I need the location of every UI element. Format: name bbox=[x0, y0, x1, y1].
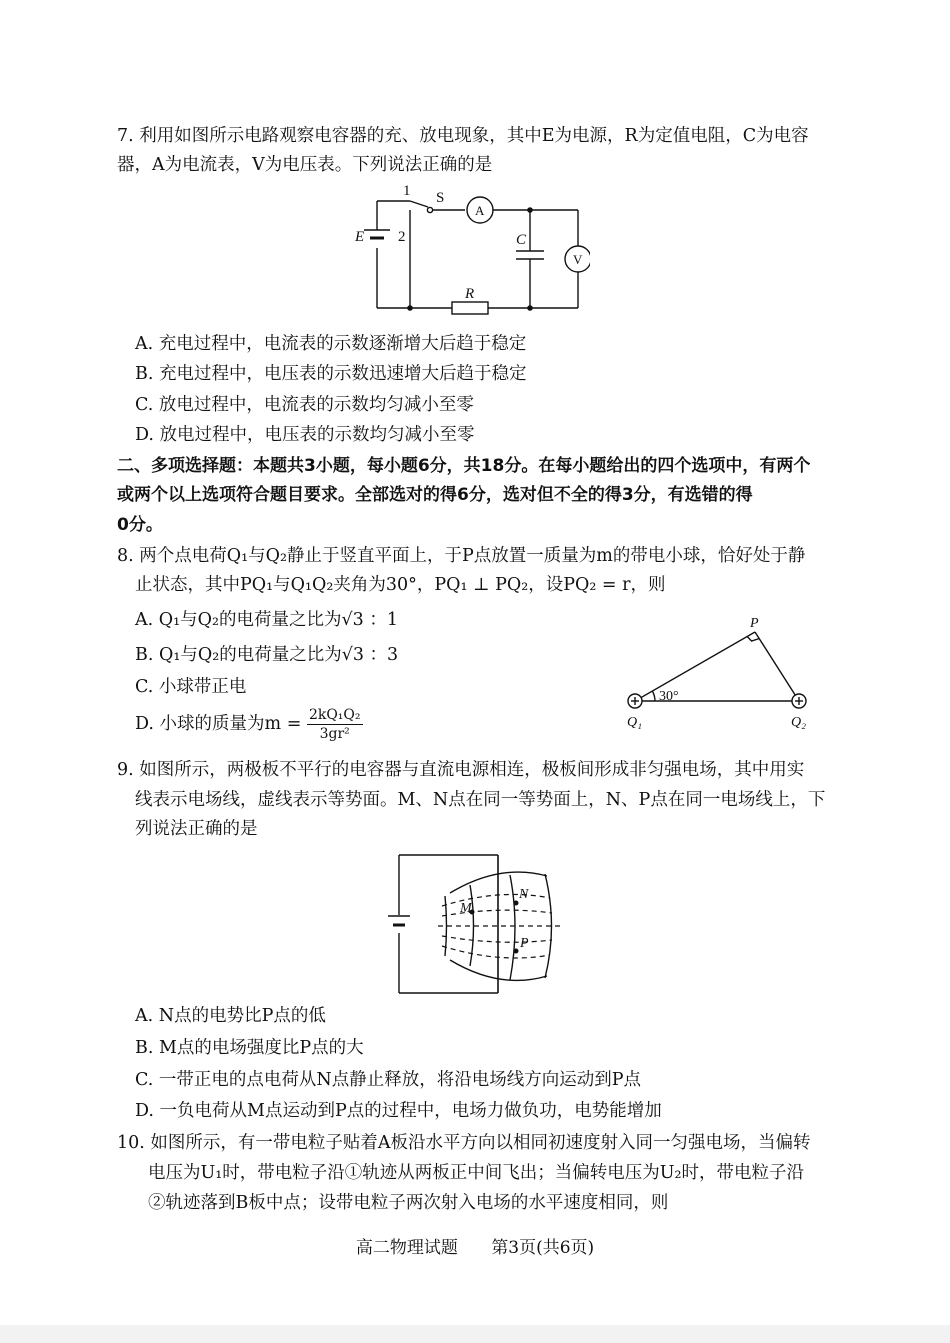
fig7-label-s: S bbox=[436, 190, 445, 206]
q9-stem-line1: 9. 如图所示，两极板不平行的电容器与直流电源相连，极板间形成非匀强电场，其中用实 bbox=[117, 760, 805, 780]
section2-heading-line1: 二、多项选择题：本题共3小题，每小题6分，共18分。在每小题给出的四个选项中，有两个 bbox=[117, 456, 811, 476]
q8-option-c: C. 小球带正电 bbox=[135, 677, 247, 697]
fig8-label-p: P bbox=[750, 616, 759, 631]
q7-option-b: B. 充电过程中，电压表的示数迅速增大后趋于稳定 bbox=[135, 364, 527, 384]
fig7-label-r: R bbox=[465, 286, 475, 302]
footer-subject: 高二物理试题 bbox=[355, 1238, 458, 1258]
fig8-angle-label: 30° bbox=[659, 689, 679, 704]
page-footer bbox=[0, 1233, 950, 1258]
q8-stem-line2: 止状态，其中PQ₁与Q₁Q₂夹角为30°，PQ₁ ⊥ PQ₂，设PQ₂ = r，则 bbox=[135, 575, 666, 595]
fig7-label-e: E bbox=[355, 229, 365, 245]
fig9-label-p: P bbox=[520, 936, 529, 951]
fig7-label-1: 1 bbox=[403, 183, 411, 199]
q10-stem-line1: 10. 如图所示，有一带电粒子贴着A板沿水平方向以相同初速度射入同一匀强电场，当偏转 bbox=[117, 1133, 811, 1153]
fig9-label-n: N bbox=[519, 887, 529, 902]
fig7-label-c: C bbox=[516, 232, 527, 248]
q8-option-d-fraction bbox=[307, 706, 363, 743]
q8-option-d-numerator: 2kQ₁Q₂ bbox=[308, 707, 361, 723]
q7-option-d: D. 放电过程中，电压表的示数均匀减小至零 bbox=[135, 425, 475, 445]
q9-option-c: C. 一带正电的点电荷从N点静止释放，将沿电场线方向运动到P点 bbox=[135, 1070, 641, 1090]
q8-option-d-prefix: D. 小球的质量为m = bbox=[135, 714, 302, 734]
q9-stem-line2: 线表示电场线，虚线表示等势面。M、N点在同一等势面上，N、P点在同一电场线上，下 bbox=[135, 790, 826, 810]
q8-option-b: B. Q₁与Q₂的电荷量之比为√3 ：3 bbox=[135, 645, 399, 665]
q9-option-a: A. N点的电势比P点的低 bbox=[135, 1006, 326, 1026]
q7-stem-line2: 器，A为电流表，V为电压表。下列说法正确的是 bbox=[117, 155, 493, 175]
q8-option-d bbox=[135, 702, 363, 746]
q7-circuit-diagram bbox=[340, 178, 590, 318]
q8-stem-line1: 8. 两个点电荷Q₁与Q₂静止于竖直平面上，于P点放置一质量为m的带电小球，恰好处于静 bbox=[117, 546, 806, 566]
q7-option-c: C. 放电过程中，电流表的示数均匀减小至零 bbox=[135, 395, 474, 415]
bottom-strip bbox=[0, 1325, 950, 1343]
q8-triangle-diagram bbox=[615, 612, 830, 737]
q9-capacitor-field-diagram bbox=[380, 848, 570, 998]
q9-stem-line3: 列说法正确的是 bbox=[135, 819, 258, 839]
section2-heading-line3: 0分。 bbox=[117, 515, 163, 535]
footer-page-number: 第3页(共6页) bbox=[491, 1238, 595, 1258]
q8-option-d-denominator: 3gr² bbox=[319, 726, 350, 742]
fig7-voltmeter-label: V bbox=[573, 252, 583, 267]
q9-option-d: D. 一负电荷从M点运动到P点的过程中，电场力做负功，电势能增加 bbox=[135, 1101, 662, 1121]
q10-stem-line3: ②轨迹落到B板中点；设带电粒子两次射入电场的水平速度相同，则 bbox=[148, 1193, 669, 1213]
fig7-label-2: 2 bbox=[398, 229, 406, 245]
fig9-label-m: M bbox=[460, 901, 472, 916]
q7-stem-line1: 7. 利用如图所示电路观察电容器的充、放电现象，其中E为电源，R为定值电阻，C为电容 bbox=[117, 126, 809, 146]
q10-stem-line2: 电压为U₁时，带电粒子沿①轨迹从两板正中间飞出；当偏转电压为U₂时，带电粒子沿 bbox=[148, 1163, 805, 1183]
q9-option-b: B. M点的电场强度比P点的大 bbox=[135, 1038, 364, 1058]
fig7-ammeter-label: A bbox=[475, 203, 485, 218]
fig8-label-q1: Q₁ bbox=[627, 715, 642, 730]
fig8-label-q2: Q₂ bbox=[791, 715, 806, 730]
section2-heading-line2: 或两个以上选项符合题目要求。全部选对的得6分，选对但不全的得3分，有选错的得 bbox=[117, 485, 753, 505]
q8-option-a: A. Q₁与Q₂的电荷量之比为√3 ：1 bbox=[135, 610, 398, 630]
q7-option-a: A. 充电过程中，电流表的示数逐渐增大后趋于稳定 bbox=[135, 334, 527, 354]
